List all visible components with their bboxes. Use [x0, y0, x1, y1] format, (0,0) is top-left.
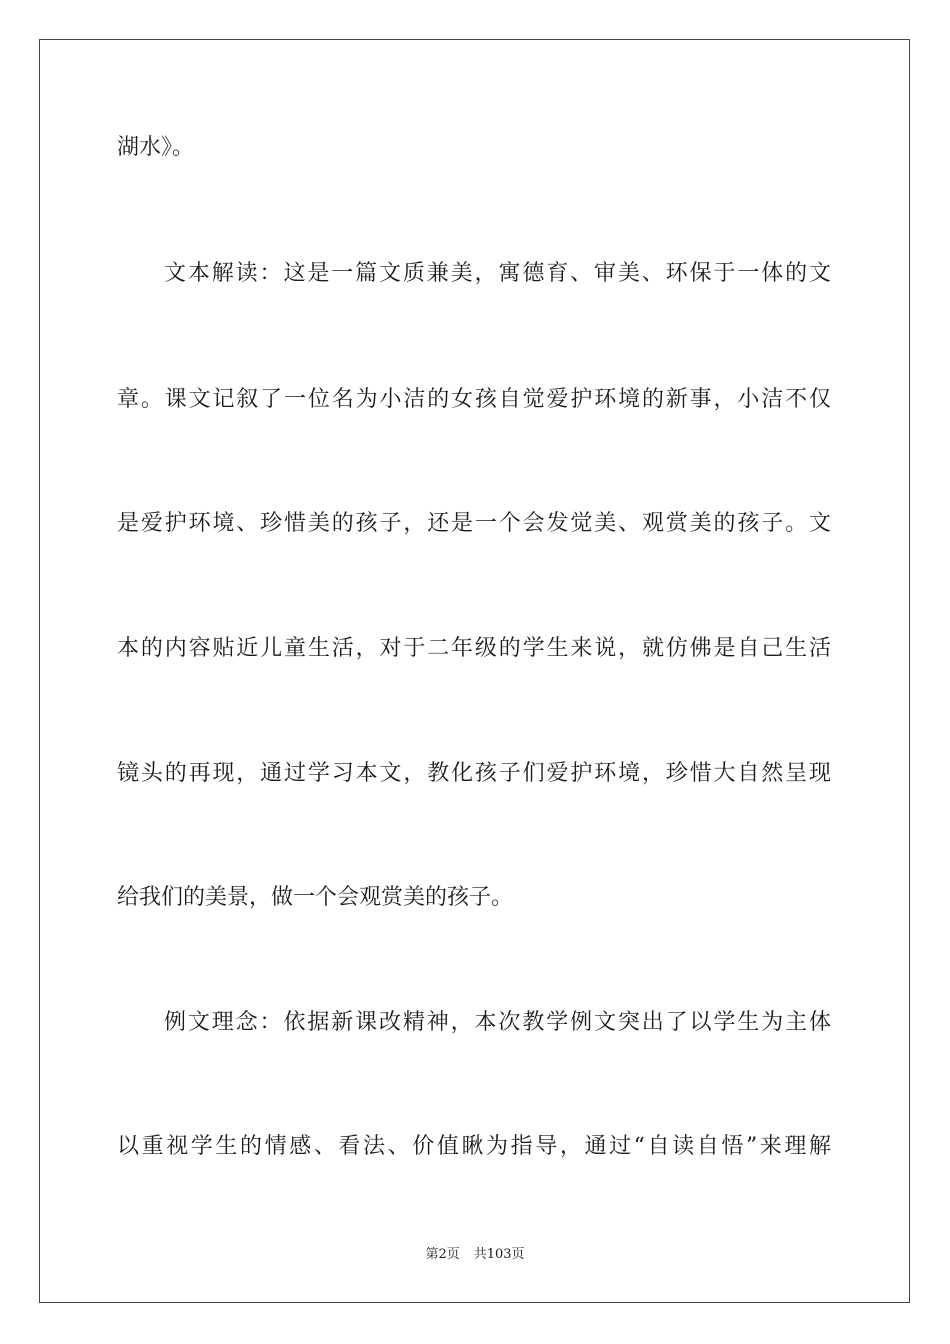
text-line-3: 章。课文记叙了一位名为小洁的女孩自觉爱护环境的新事，小洁不仅	[117, 387, 831, 412]
text-line-7: 给我们的美景，做一个会观赏美的孩子。	[117, 885, 514, 910]
text-line-1: 湖水》。	[117, 135, 195, 160]
page-border	[39, 39, 910, 1303]
text-line-9: 以重视学生的情感、看法、价值瞅为指导，通过“自读自悟”来理解	[117, 1134, 831, 1159]
page-number: 第2页	[425, 1247, 460, 1262]
text-line-4: 是爱护环境、珍惜美的孩子，还是一个会发觉美、观赏美的孩子。文	[117, 511, 831, 536]
text-line-5: 本的内容贴近儿童生活，对于二年级的学生来说，就仿佛是自己生活	[117, 636, 831, 661]
total-pages: 共103页	[473, 1247, 525, 1262]
text-line-6: 镜头的再现，通过学习本文，教化孩子们爱护环境，珍惜大自然呈现	[117, 761, 831, 786]
text-line-8: 例文理念：依据新课改精神，本次教学例文突出了以学生为主体	[164, 1010, 831, 1035]
page-footer	[0, 1246, 950, 1264]
text-line-2: 文本解读：这是一篇文质兼美，寓德育、审美、环保于一体的文	[164, 261, 831, 286]
